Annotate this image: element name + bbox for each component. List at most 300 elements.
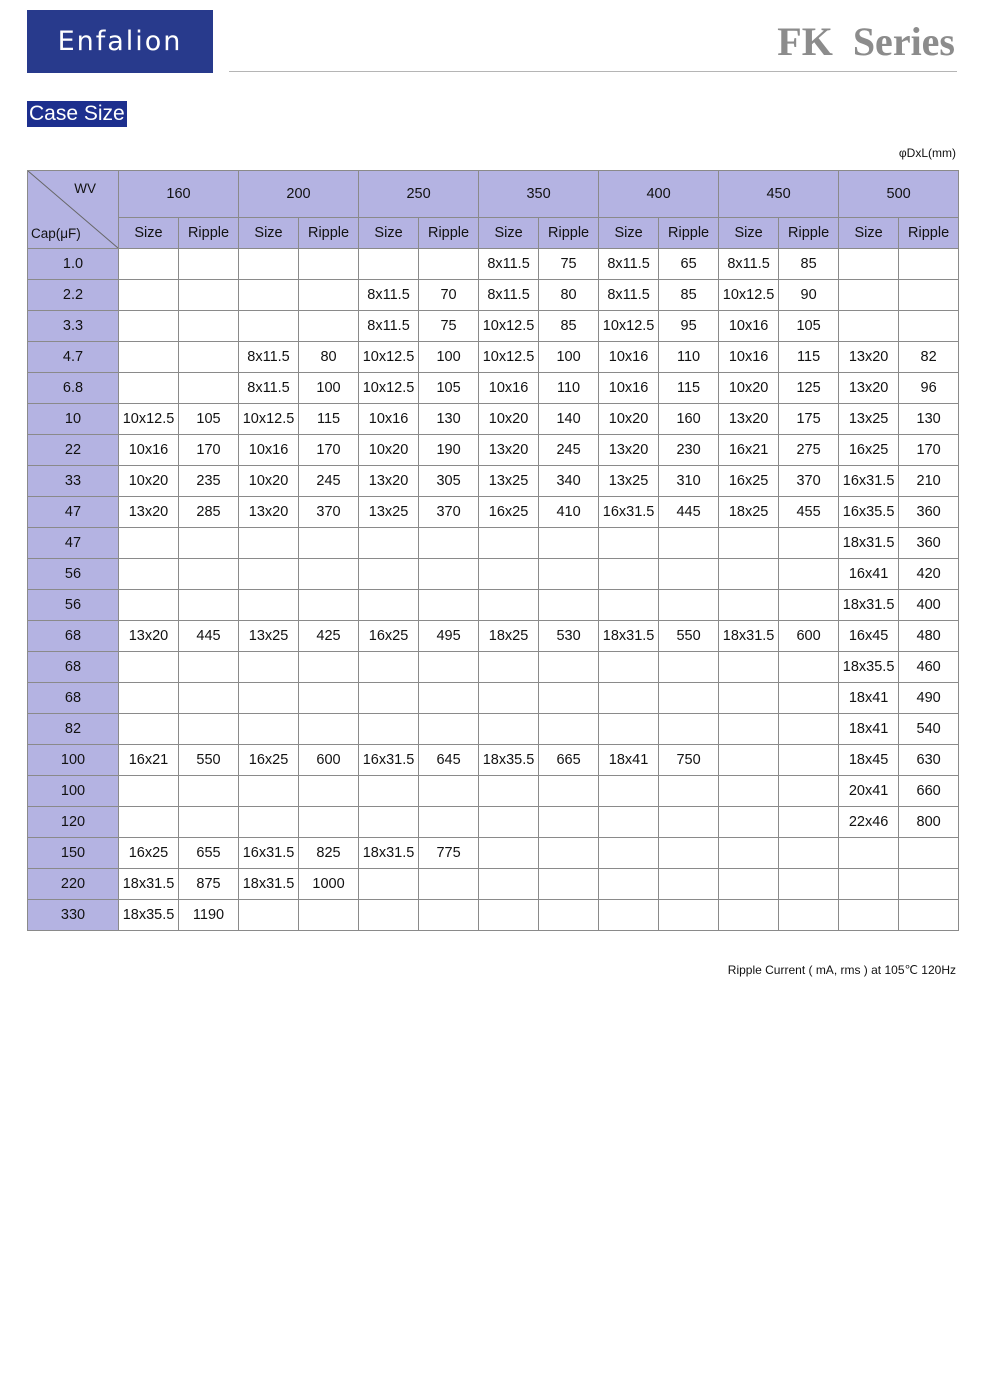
ripple-cell: 105: [419, 373, 479, 404]
size-cell: 13x25: [599, 466, 659, 497]
ripple-cell: [299, 807, 359, 838]
size-cell: [239, 590, 299, 621]
size-cell: 16x21: [119, 745, 179, 776]
ripple-cell: 645: [419, 745, 479, 776]
ripple-cell: 245: [539, 435, 599, 466]
case-size-table: [27, 170, 959, 931]
size-cell: 10x16: [239, 435, 299, 466]
ripple-cell: 140: [539, 404, 599, 435]
ripple-cell: 360: [899, 497, 959, 528]
size-cell: 8x11.5: [719, 249, 779, 280]
ripple-cell: [419, 714, 479, 745]
ripple-cell: 90: [779, 280, 839, 311]
ripple-cell: 115: [659, 373, 719, 404]
size-cell: [479, 714, 539, 745]
table-row: [28, 683, 959, 714]
ripple-cell: 110: [539, 373, 599, 404]
ripple-cell: [419, 590, 479, 621]
size-cell: 10x20: [719, 373, 779, 404]
capacitance-cell: 56: [28, 559, 119, 590]
size-cell: 16x31.5: [359, 745, 419, 776]
table-row: [28, 311, 959, 342]
size-cell: [599, 652, 659, 683]
size-cell: 13x20: [119, 621, 179, 652]
size-cell: [119, 249, 179, 280]
size-cell: 10x20: [239, 466, 299, 497]
ripple-cell: [179, 807, 239, 838]
capacitance-cell: 10: [28, 404, 119, 435]
ripple-cell: 235: [179, 466, 239, 497]
ripple-cell: [419, 683, 479, 714]
ripple-cell: [179, 683, 239, 714]
size-cell: [479, 900, 539, 931]
ripple-cell: [899, 838, 959, 869]
ripple-cell: 600: [299, 745, 359, 776]
ripple-cell: 175: [779, 404, 839, 435]
ripple-cell: 80: [539, 280, 599, 311]
ripple-cell: [659, 683, 719, 714]
ripple-header: Ripple: [539, 218, 599, 249]
ripple-cell: 410: [539, 497, 599, 528]
size-cell: [839, 900, 899, 931]
ripple-cell: 455: [779, 497, 839, 528]
voltage-header: 400: [599, 171, 719, 218]
size-cell: 13x25: [239, 621, 299, 652]
size-cell: 8x11.5: [239, 373, 299, 404]
ripple-cell: 800: [899, 807, 959, 838]
capacitance-cell: 56: [28, 590, 119, 621]
size-cell: [599, 776, 659, 807]
ripple-cell: [899, 311, 959, 342]
size-cell: [359, 869, 419, 900]
size-cell: [239, 311, 299, 342]
size-cell: [719, 807, 779, 838]
size-cell: [479, 528, 539, 559]
size-cell: 18x31.5: [359, 838, 419, 869]
capacitance-cell: 68: [28, 683, 119, 714]
size-cell: 18x31.5: [719, 621, 779, 652]
ripple-cell: 530: [539, 621, 599, 652]
size-cell: 13x20: [239, 497, 299, 528]
size-cell: [719, 714, 779, 745]
size-cell: [479, 838, 539, 869]
size-cell: 20x41: [839, 776, 899, 807]
ripple-cell: [299, 559, 359, 590]
size-cell: 10x16: [719, 342, 779, 373]
ripple-cell: 275: [779, 435, 839, 466]
voltage-header: 160: [119, 171, 239, 218]
size-cell: 16x25: [359, 621, 419, 652]
ripple-cell: 305: [419, 466, 479, 497]
ripple-cell: 600: [779, 621, 839, 652]
ripple-cell: [299, 776, 359, 807]
ripple-cell: [659, 652, 719, 683]
ripple-cell: [299, 528, 359, 559]
ripple-cell: [659, 590, 719, 621]
ripple-cell: [539, 776, 599, 807]
size-cell: [119, 311, 179, 342]
ripple-cell: 875: [179, 869, 239, 900]
ripple-cell: 1190: [179, 900, 239, 931]
ripple-cell: [779, 528, 839, 559]
ripple-cell: [779, 838, 839, 869]
size-cell: 10x12.5: [119, 404, 179, 435]
size-header: Size: [719, 218, 779, 249]
size-cell: [479, 590, 539, 621]
ripple-cell: 425: [299, 621, 359, 652]
size-cell: [599, 838, 659, 869]
ripple-header: Ripple: [179, 218, 239, 249]
table-row: [28, 652, 959, 683]
ripple-cell: [299, 280, 359, 311]
size-cell: [599, 559, 659, 590]
ripple-cell: 82: [899, 342, 959, 373]
ripple-cell: 130: [899, 404, 959, 435]
size-cell: 16x41: [839, 559, 899, 590]
ripple-cell: 370: [299, 497, 359, 528]
capacitance-cell: 22: [28, 435, 119, 466]
size-cell: 18x31.5: [839, 528, 899, 559]
ripple-cell: [539, 714, 599, 745]
table-row: [28, 373, 959, 404]
ripple-cell: [179, 249, 239, 280]
size-cell: 18x41: [599, 745, 659, 776]
ripple-cell: 160: [659, 404, 719, 435]
size-cell: [119, 373, 179, 404]
size-cell: [719, 559, 779, 590]
ripple-cell: 550: [659, 621, 719, 652]
capacitance-cell: 100: [28, 745, 119, 776]
company-logo: [27, 10, 213, 73]
capacitance-cell: 33: [28, 466, 119, 497]
ripple-header: Ripple: [299, 218, 359, 249]
ripple-cell: [539, 807, 599, 838]
ripple-cell: 495: [419, 621, 479, 652]
capacitance-cell: 100: [28, 776, 119, 807]
table-row: [28, 621, 959, 652]
ripple-cell: [299, 590, 359, 621]
ripple-cell: [779, 869, 839, 900]
size-cell: [719, 528, 779, 559]
size-cell: [359, 807, 419, 838]
size-cell: [719, 683, 779, 714]
size-cell: [599, 869, 659, 900]
ripple-cell: 170: [179, 435, 239, 466]
ripple-cell: 85: [779, 249, 839, 280]
ripple-cell: [539, 900, 599, 931]
ripple-cell: [659, 714, 719, 745]
size-cell: [239, 776, 299, 807]
ripple-cell: [779, 807, 839, 838]
size-cell: 16x25: [479, 497, 539, 528]
size-cell: 13x20: [719, 404, 779, 435]
size-cell: 18x45: [839, 745, 899, 776]
size-cell: 10x12.5: [239, 404, 299, 435]
size-cell: 8x11.5: [479, 249, 539, 280]
table-row: [28, 466, 959, 497]
ripple-cell: 170: [299, 435, 359, 466]
ripple-cell: [539, 683, 599, 714]
capacitance-cell: 330: [28, 900, 119, 931]
capacitance-cell: 68: [28, 621, 119, 652]
size-cell: 13x20: [599, 435, 659, 466]
voltage-header: 450: [719, 171, 839, 218]
size-cell: 10x12.5: [479, 342, 539, 373]
size-cell: 13x20: [839, 373, 899, 404]
size-cell: 16x31.5: [839, 466, 899, 497]
ripple-cell: [539, 869, 599, 900]
ripple-cell: 210: [899, 466, 959, 497]
size-cell: [119, 652, 179, 683]
size-cell: 10x12.5: [479, 311, 539, 342]
size-cell: 10x20: [479, 404, 539, 435]
ripple-cell: [299, 652, 359, 683]
size-cell: [719, 776, 779, 807]
ripple-cell: 340: [539, 466, 599, 497]
size-cell: 16x31.5: [599, 497, 659, 528]
ripple-cell: 100: [299, 373, 359, 404]
ripple-cell: 550: [179, 745, 239, 776]
size-cell: [479, 776, 539, 807]
ripple-cell: 400: [899, 590, 959, 621]
ripple-cell: [539, 590, 599, 621]
size-cell: [359, 776, 419, 807]
size-cell: 8x11.5: [599, 280, 659, 311]
ripple-cell: 100: [539, 342, 599, 373]
ripple-cell: [179, 776, 239, 807]
size-header: Size: [359, 218, 419, 249]
size-cell: [839, 311, 899, 342]
size-cell: [719, 652, 779, 683]
size-cell: [719, 869, 779, 900]
ripple-cell: [659, 869, 719, 900]
size-cell: 16x25: [719, 466, 779, 497]
ripple-cell: [179, 714, 239, 745]
table-row: [28, 745, 959, 776]
size-cell: 10x16: [479, 373, 539, 404]
size-cell: 13x20: [359, 466, 419, 497]
ripple-cell: 115: [299, 404, 359, 435]
size-cell: 10x16: [599, 342, 659, 373]
size-cell: 18x31.5: [239, 869, 299, 900]
size-cell: [839, 838, 899, 869]
ripple-cell: 105: [779, 311, 839, 342]
ripple-cell: 285: [179, 497, 239, 528]
ripple-cell: 65: [659, 249, 719, 280]
size-cell: [839, 280, 899, 311]
ripple-cell: [179, 342, 239, 373]
size-cell: 22x46: [839, 807, 899, 838]
size-header: Size: [599, 218, 659, 249]
ripple-cell: [299, 311, 359, 342]
ripple-cell: [179, 559, 239, 590]
ripple-cell: 130: [419, 404, 479, 435]
ripple-cell: 100: [419, 342, 479, 373]
size-cell: [359, 900, 419, 931]
ripple-cell: 825: [299, 838, 359, 869]
ripple-cell: [179, 373, 239, 404]
voltage-header-row: [28, 171, 959, 218]
size-cell: 13x25: [359, 497, 419, 528]
table-row: [28, 404, 959, 435]
size-cell: 16x25: [839, 435, 899, 466]
corner-wv-label: WV: [74, 181, 96, 196]
size-cell: [479, 559, 539, 590]
ripple-cell: [179, 590, 239, 621]
size-cell: 18x31.5: [119, 869, 179, 900]
ripple-cell: [299, 714, 359, 745]
size-cell: 10x12.5: [719, 280, 779, 311]
size-cell: [119, 280, 179, 311]
size-cell: [239, 683, 299, 714]
ripple-cell: [659, 528, 719, 559]
capacitance-cell: 3.3: [28, 311, 119, 342]
ripple-cell: 665: [539, 745, 599, 776]
corner-header-cell: [28, 171, 119, 249]
table-row: [28, 807, 959, 838]
logo-text: Enfalion: [57, 26, 183, 57]
capacitance-cell: 68: [28, 652, 119, 683]
size-cell: 8x11.5: [599, 249, 659, 280]
ripple-cell: 630: [899, 745, 959, 776]
size-cell: [239, 280, 299, 311]
ripple-cell: 75: [419, 311, 479, 342]
size-cell: [359, 249, 419, 280]
ripple-cell: [299, 900, 359, 931]
ripple-cell: [899, 900, 959, 931]
size-cell: 13x25: [479, 466, 539, 497]
ripple-cell: [779, 590, 839, 621]
ripple-cell: [779, 714, 839, 745]
ripple-cell: [179, 280, 239, 311]
size-cell: 16x35.5: [839, 497, 899, 528]
ripple-header: Ripple: [419, 218, 479, 249]
size-cell: 10x16: [599, 373, 659, 404]
size-cell: 10x16: [119, 435, 179, 466]
ripple-cell: 360: [899, 528, 959, 559]
ripple-cell: 190: [419, 435, 479, 466]
size-cell: 16x45: [839, 621, 899, 652]
capacitance-cell: 2.2: [28, 280, 119, 311]
size-cell: 18x35.5: [839, 652, 899, 683]
capacitance-cell: 47: [28, 528, 119, 559]
size-cell: 18x25: [479, 621, 539, 652]
header-divider: [229, 71, 957, 72]
ripple-cell: [779, 652, 839, 683]
size-cell: 10x12.5: [359, 373, 419, 404]
size-cell: [359, 652, 419, 683]
size-cell: [599, 528, 659, 559]
size-cell: [119, 807, 179, 838]
ripple-cell: [659, 559, 719, 590]
table-row: [28, 838, 959, 869]
size-cell: [119, 559, 179, 590]
ripple-cell: [659, 900, 719, 931]
ripple-cell: 80: [299, 342, 359, 373]
ripple-cell: [299, 249, 359, 280]
table-row: [28, 869, 959, 900]
ripple-cell: 540: [899, 714, 959, 745]
ripple-cell: [419, 869, 479, 900]
ripple-cell: 445: [659, 497, 719, 528]
ripple-cell: 115: [779, 342, 839, 373]
table-row: [28, 280, 959, 311]
size-cell: [719, 745, 779, 776]
subheader-row: [28, 218, 959, 249]
size-cell: [839, 869, 899, 900]
ripple-cell: [899, 869, 959, 900]
voltage-header: 250: [359, 171, 479, 218]
capacitance-cell: 1.0: [28, 249, 119, 280]
ripple-cell: [779, 776, 839, 807]
size-cell: 10x12.5: [599, 311, 659, 342]
table-body: [28, 249, 959, 931]
size-cell: [719, 590, 779, 621]
ripple-cell: [899, 249, 959, 280]
ripple-cell: [539, 652, 599, 683]
size-cell: [239, 559, 299, 590]
ripple-cell: 70: [419, 280, 479, 311]
ripple-cell: [659, 807, 719, 838]
size-cell: 16x31.5: [239, 838, 299, 869]
series-title: FK Series: [777, 19, 955, 64]
size-cell: [119, 683, 179, 714]
voltage-header: 350: [479, 171, 599, 218]
table-row: [28, 249, 959, 280]
ripple-cell: [539, 838, 599, 869]
table-row: [28, 342, 959, 373]
capacitance-cell: 120: [28, 807, 119, 838]
ripple-cell: [659, 776, 719, 807]
size-cell: [359, 590, 419, 621]
ripple-cell: [539, 528, 599, 559]
size-cell: [119, 342, 179, 373]
size-header: Size: [119, 218, 179, 249]
ripple-cell: 1000: [299, 869, 359, 900]
ripple-cell: 170: [899, 435, 959, 466]
capacitance-cell: 4.7: [28, 342, 119, 373]
ripple-cell: [419, 528, 479, 559]
size-cell: 10x16: [359, 404, 419, 435]
size-cell: [479, 807, 539, 838]
size-cell: 8x11.5: [479, 280, 539, 311]
size-cell: [239, 528, 299, 559]
ripple-cell: 370: [779, 466, 839, 497]
ripple-cell: [899, 280, 959, 311]
size-cell: [239, 652, 299, 683]
ripple-cell: 110: [659, 342, 719, 373]
size-header: Size: [239, 218, 299, 249]
size-header: Size: [479, 218, 539, 249]
table-row: [28, 435, 959, 466]
size-cell: 16x25: [119, 838, 179, 869]
size-cell: [119, 714, 179, 745]
ripple-cell: [779, 745, 839, 776]
ripple-cell: [779, 900, 839, 931]
ripple-cell: [419, 900, 479, 931]
ripple-cell: [419, 559, 479, 590]
size-cell: 13x20: [119, 497, 179, 528]
capacitance-cell: 150: [28, 838, 119, 869]
size-cell: 10x12.5: [359, 342, 419, 373]
corner-cap-label: Cap(μF): [31, 226, 81, 241]
size-cell: [839, 249, 899, 280]
capacitance-cell: 82: [28, 714, 119, 745]
size-header: Size: [839, 218, 899, 249]
table-row: [28, 528, 959, 559]
ripple-cell: 96: [899, 373, 959, 404]
ripple-cell: 310: [659, 466, 719, 497]
